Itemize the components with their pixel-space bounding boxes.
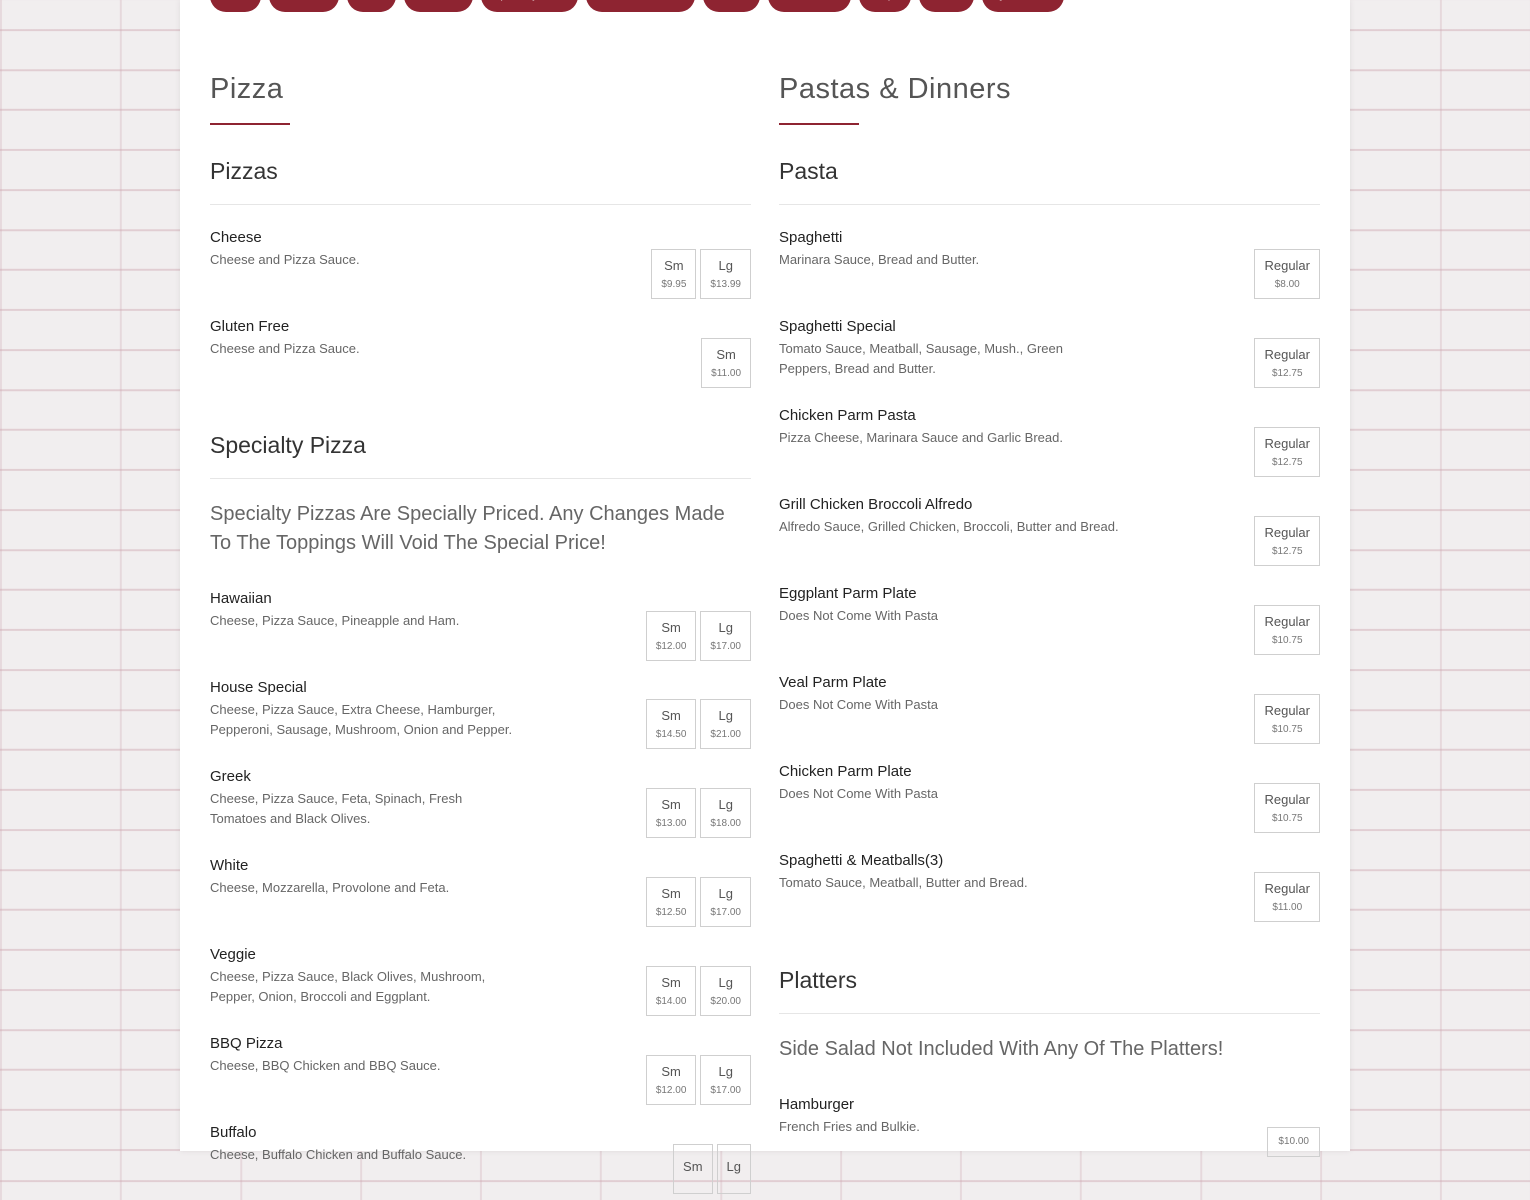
category-specialty-pizza bbox=[210, 429, 751, 1200]
price-label: Lg bbox=[726, 1158, 741, 1174]
menu-item bbox=[779, 1083, 1320, 1172]
price-value: $13.99 bbox=[710, 278, 741, 290]
price-label: Sm bbox=[664, 257, 684, 273]
item-description: Cheese, BBQ Chicken and BBQ Sauce. bbox=[210, 1058, 441, 1073]
category-title: Platters bbox=[779, 967, 857, 993]
price-option-lg[interactable] bbox=[700, 249, 751, 299]
item-description: Cheese, Pizza Sauce, Extra Cheese, Hamburger, Pepperoni, Sausage, Mushroom, Onion and Pepper. bbox=[210, 702, 513, 737]
price-option-sm[interactable] bbox=[651, 249, 696, 299]
item-name: Eggplant Parm Plate bbox=[779, 585, 917, 602]
price-option-lg[interactable] bbox=[700, 611, 751, 661]
pizza-column bbox=[210, 0, 751, 1200]
item-name: White bbox=[210, 857, 249, 874]
menu-item bbox=[210, 933, 751, 1022]
item-name: Veal Parm Plate bbox=[779, 674, 887, 691]
price-value: $11.00 bbox=[711, 367, 741, 379]
price-label: Regular bbox=[1264, 702, 1310, 718]
item-description: Does Not Come With Pasta bbox=[779, 786, 938, 801]
menu-panel bbox=[180, 0, 1350, 1174]
item-name: Veggie bbox=[210, 946, 256, 963]
price-label: Lg bbox=[718, 885, 733, 901]
menu-item bbox=[779, 305, 1320, 394]
item-name: Cheese bbox=[210, 229, 262, 246]
menu-item bbox=[210, 305, 751, 394]
item-name: Spaghetti bbox=[779, 229, 843, 246]
price-label: Regular bbox=[1264, 346, 1310, 362]
category-divider bbox=[210, 204, 751, 205]
menu-item bbox=[779, 839, 1320, 928]
item-name: Buffalo bbox=[210, 1124, 257, 1141]
pastas-dinners-column bbox=[779, 0, 1320, 1172]
item-description: Pizza Cheese, Marinara Sauce and Garlic Bread. bbox=[779, 430, 1063, 445]
item-description: Tomato Sauce, Meatball, Butter and Bread. bbox=[779, 875, 1028, 890]
category-divider bbox=[210, 478, 751, 479]
price-value: $12.75 bbox=[1271, 545, 1303, 557]
price-label: Lg bbox=[718, 619, 733, 635]
price-label: Regular bbox=[1264, 613, 1310, 629]
category-pasta bbox=[779, 155, 1320, 928]
price-label: Lg bbox=[718, 707, 733, 723]
price-label: Regular bbox=[1264, 524, 1310, 540]
price-option-sm[interactable] bbox=[673, 1144, 713, 1194]
item-name: Chicken Parm Pasta bbox=[779, 407, 916, 424]
price-label: Lg bbox=[718, 1063, 733, 1079]
price-value: $10.75 bbox=[1271, 812, 1303, 824]
item-description: Cheese, Buffalo Chicken and Buffalo Sauce. bbox=[210, 1147, 467, 1162]
item-description: Cheese, Pizza Sauce, Black Olives, Mushroom, Pepper, Onion, Broccoli and Eggplant. bbox=[210, 969, 486, 1004]
price-value: $12.75 bbox=[1271, 367, 1303, 379]
item-name: Chicken Parm Plate bbox=[779, 763, 912, 780]
category-pizzas bbox=[210, 155, 751, 394]
menu-item bbox=[210, 666, 751, 755]
price-label: Sm bbox=[661, 1063, 681, 1079]
price-value: $12.75 bbox=[1271, 456, 1303, 468]
menu-item bbox=[779, 216, 1320, 305]
price-label: Sm bbox=[661, 619, 681, 635]
item-name: Hamburger bbox=[779, 1096, 855, 1113]
price-option-sm[interactable] bbox=[646, 1055, 697, 1105]
item-description: Tomato Sauce, Meatball, Sausage, Mush., Green Peppers, Bread and Butter. bbox=[779, 341, 1063, 376]
item-description: Cheese, Pizza Sauce, Pineapple and Ham. bbox=[210, 613, 460, 628]
price-option-regular[interactable] bbox=[1254, 605, 1320, 655]
price-option-lg[interactable] bbox=[700, 877, 751, 927]
price-value: $17.00 bbox=[710, 640, 741, 652]
price-label: Sm bbox=[683, 1158, 703, 1174]
menu-item bbox=[779, 750, 1320, 839]
menu-item bbox=[779, 394, 1320, 483]
menu-item bbox=[779, 572, 1320, 661]
price-label: Sm bbox=[661, 885, 681, 901]
price-option-sm[interactable] bbox=[646, 611, 697, 661]
item-description: Cheese, Pizza Sauce, Feta, Spinach, Fresh Tomatoes and Black Olives. bbox=[210, 791, 463, 826]
price-value: $12.00 bbox=[655, 640, 687, 652]
menu-item bbox=[210, 577, 751, 666]
price-label: Sm bbox=[716, 346, 736, 362]
item-name: Spaghetti Special bbox=[779, 318, 896, 335]
item-description: Marinara Sauce, Bread and Butter. bbox=[779, 252, 980, 267]
price-label: Lg bbox=[718, 796, 733, 812]
item-name: Gluten Free bbox=[210, 318, 290, 335]
price-value: $11.00 bbox=[1272, 901, 1303, 913]
price-option-lg[interactable] bbox=[717, 1144, 751, 1194]
item-description: Cheese, Mozzarella, Provolone and Feta. bbox=[210, 880, 450, 895]
item-description: Cheese and Pizza Sauce. bbox=[210, 252, 360, 267]
price-label: Sm bbox=[661, 707, 681, 723]
price-option-lg[interactable] bbox=[700, 788, 751, 838]
price-label: Regular bbox=[1264, 435, 1310, 451]
price-option-sm[interactable] bbox=[646, 699, 697, 749]
section-title-pizza: Pizza bbox=[210, 73, 284, 105]
category-platters bbox=[779, 964, 1320, 1172]
price-label: Regular bbox=[1264, 880, 1310, 896]
price-option-sm[interactable] bbox=[701, 338, 751, 388]
item-name: BBQ Pizza bbox=[210, 1035, 283, 1052]
price-option-regular[interactable] bbox=[1254, 249, 1320, 299]
price-value: $9.95 bbox=[661, 278, 687, 290]
price-value: $18.00 bbox=[710, 817, 741, 829]
item-name: Greek bbox=[210, 768, 251, 785]
price-option-regular[interactable] bbox=[1254, 516, 1320, 566]
menu-item bbox=[210, 1111, 751, 1200]
item-description: Does Not Come With Pasta bbox=[779, 608, 938, 623]
item-name: Grill Chicken Broccoli Alfredo bbox=[779, 496, 973, 513]
price-value: $17.00 bbox=[710, 906, 741, 918]
price-value: $12.50 bbox=[655, 906, 687, 918]
category-title: Pizzas bbox=[210, 158, 278, 184]
price-option-regular[interactable] bbox=[1254, 783, 1320, 833]
category-note: Specialty Pizzas Are Specially Priced. Any Changes Made To The Toppings Will Void The Special Price! bbox=[210, 503, 725, 554]
price-value: $10.75 bbox=[1271, 723, 1303, 735]
category-divider bbox=[779, 1013, 1320, 1014]
price-value: $17.00 bbox=[710, 1084, 741, 1096]
category-title: Specialty Pizza bbox=[210, 432, 366, 458]
item-description: Alfredo Sauce, Grilled Chicken, Broccoli, Butter and Bread. bbox=[779, 519, 1119, 534]
price-value: $10.75 bbox=[1271, 634, 1303, 646]
item-name: House Special bbox=[210, 679, 307, 696]
menu-item bbox=[779, 483, 1320, 572]
item-name: Spaghetti & Meatballs(3) bbox=[779, 852, 944, 869]
price-value: $8.00 bbox=[1274, 278, 1300, 290]
item-description: French Fries and Bulkie. bbox=[779, 1119, 920, 1134]
price-option-regular[interactable] bbox=[1254, 427, 1320, 477]
price-label: Lg bbox=[718, 257, 733, 273]
category-divider bbox=[779, 204, 1320, 205]
item-description: Does Not Come With Pasta bbox=[779, 697, 938, 712]
price-option-sm[interactable] bbox=[646, 788, 697, 838]
price-value: $14.50 bbox=[655, 728, 687, 740]
menu-item bbox=[779, 661, 1320, 750]
title-underline bbox=[210, 123, 290, 125]
price-option-lg[interactable] bbox=[700, 966, 751, 1016]
price-option-regular[interactable] bbox=[1254, 872, 1320, 922]
price-value: $14.00 bbox=[655, 995, 687, 1007]
price-option-lg[interactable] bbox=[700, 699, 751, 749]
menu-item bbox=[210, 216, 751, 305]
menu-item bbox=[210, 1022, 751, 1111]
item-description: Cheese and Pizza Sauce. bbox=[210, 341, 360, 356]
title-underline bbox=[779, 123, 859, 125]
price-label: Regular bbox=[1264, 257, 1310, 273]
category-note: Side Salad Not Included With Any Of The Platters! bbox=[779, 1038, 1224, 1060]
price-label: Regular bbox=[1264, 791, 1310, 807]
price-value: $13.00 bbox=[655, 817, 687, 829]
price-label: Sm bbox=[661, 796, 681, 812]
section-title-pastas-dinners: Pastas & Dinners bbox=[779, 73, 1012, 105]
menu-item bbox=[210, 844, 751, 933]
price-option-sm[interactable] bbox=[646, 877, 697, 927]
category-title: Pasta bbox=[779, 158, 838, 184]
price-option-sm[interactable] bbox=[646, 966, 697, 1016]
price-value: $20.00 bbox=[710, 995, 741, 1007]
price-value: $21.00 bbox=[710, 728, 741, 740]
price-option-regular[interactable] bbox=[1254, 694, 1320, 744]
price-value: $12.00 bbox=[655, 1084, 687, 1096]
item-name: Hawaiian bbox=[210, 590, 272, 607]
price-label: Lg bbox=[718, 974, 733, 990]
price-option-regular[interactable] bbox=[1254, 338, 1320, 388]
price-option-single[interactable]: $10.00 bbox=[1267, 1127, 1320, 1157]
menu-item bbox=[210, 755, 751, 844]
price-option-lg[interactable] bbox=[700, 1055, 751, 1105]
price-label: Sm bbox=[661, 974, 681, 990]
